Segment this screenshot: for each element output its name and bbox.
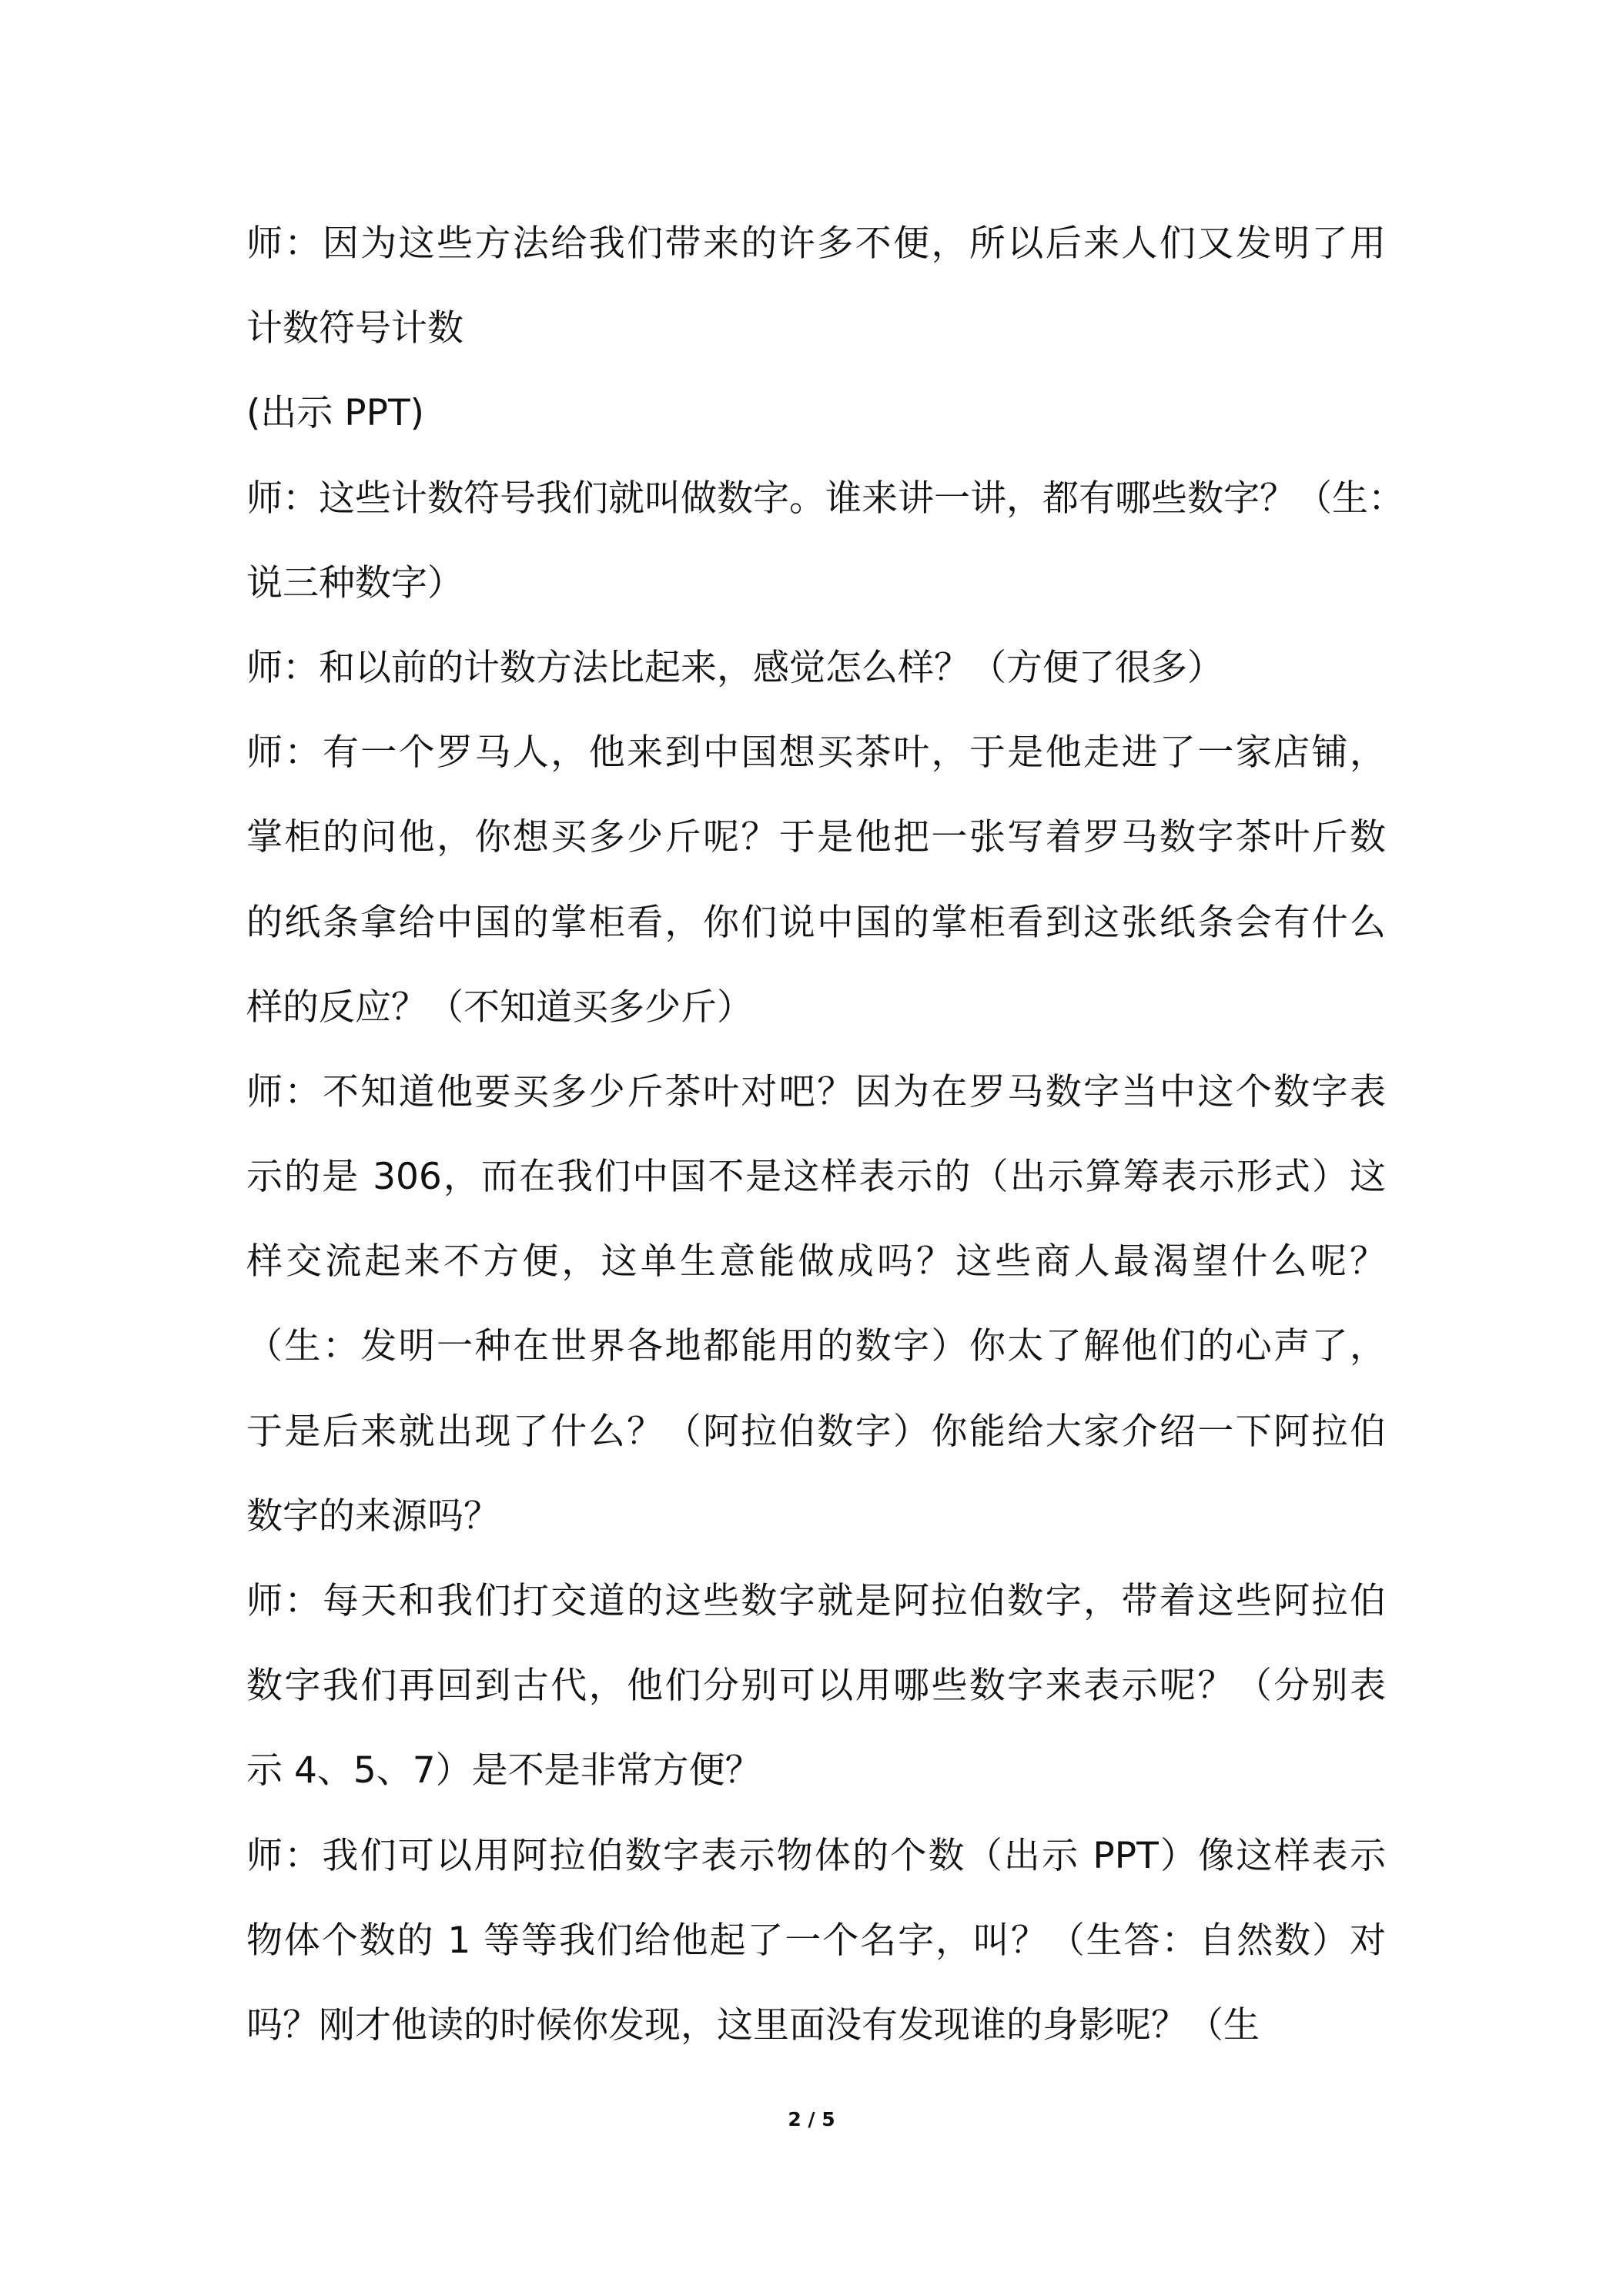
text-line: 于是后来就出现了什么？（阿拉伯数字）你能给大家介绍一下阿拉伯 (246, 1410, 1386, 1453)
document-body (246, 202, 1404, 2068)
text-line: 掌柜的问他，你想买多少斤呢？于是他把一张写着罗马数字茶叶斤数 (246, 816, 1386, 859)
text-line: 物体个数的 1 等等我们给他起了一个名字，叫？（生答：自然数）对 (246, 1919, 1386, 1962)
text-line: 示的是 306，而在我们中国不是这样表示的（出示算筹表示形式）这 (246, 1156, 1386, 1199)
text-line: 师：和以前的计数方法比起来，感觉怎么样？（方便了很多） (246, 646, 1223, 689)
text-line: 师：我们可以用阿拉伯数字表示物体的个数（出示 PPT）像这样表示 (246, 1834, 1386, 1877)
text-line: 说三种数字） (246, 561, 463, 604)
text-line: (出示 PPT) (246, 392, 425, 435)
text-line: 样的反应？（不知道买多少斤） (246, 986, 753, 1029)
text-line: 师：因为这些方法给我们带来的许多不便，所以后来人们又发明了用 (246, 223, 1386, 265)
text-line: 样交流起来不方便，这单生意能做成吗？这些商人最渴望什么呢？ (246, 1240, 1386, 1284)
text-line: 师：有一个罗马人，他来到中国想买茶叶，于是他走进了一家店铺， (246, 731, 1386, 775)
text-line: （生：发明一种在世界各地都能用的数字）你太了解他们的心声了， (246, 1325, 1386, 1368)
text-line: 数字的来源吗？ (246, 1494, 500, 1538)
text-line: 师：不知道他要买多少斤茶叶对吧？因为在罗马数字当中这个数字表 (246, 1070, 1386, 1113)
text-line: 数字我们再回到古代，他们分别可以用哪些数字来表示呢？（分别表 (246, 1665, 1386, 1708)
text-line: 计数符号计数 (246, 307, 463, 350)
text-line: 师：每天和我们打交道的这些数字就是阿拉伯数字，带着这些阿拉伯 (246, 1580, 1386, 1622)
text-line: 吗？刚才他读的时候你发现，这里面没有发现谁的身影呢？（生 (246, 2003, 1260, 2047)
text-line: 的纸条拿给中国的掌柜看，你们说中国的掌柜看到这张纸条会有什么 (246, 901, 1386, 944)
page-number: 2 / 5 (788, 2108, 835, 2130)
text-line: 示 4、5、7）是不是非常方便？ (246, 1749, 761, 1792)
text-line: 师：这些计数符号我们就叫做数字。谁来讲一讲，都有哪些数字？（生： (246, 477, 1404, 520)
